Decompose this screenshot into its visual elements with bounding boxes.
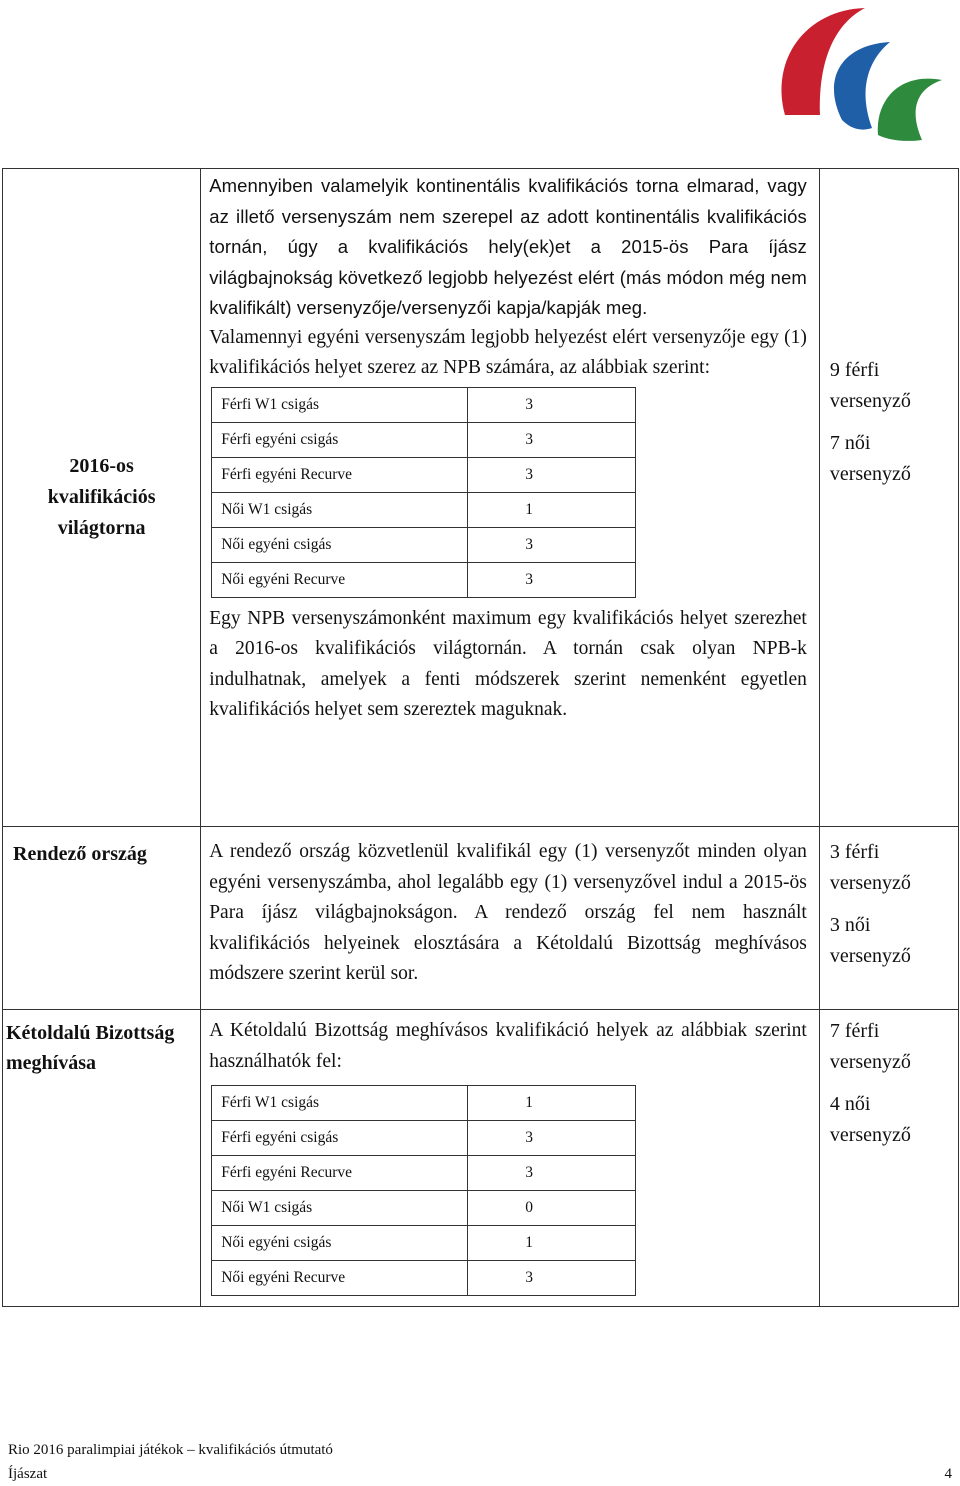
event-cell: Női egyéni Recurve: [212, 562, 468, 597]
event-cell: Női W1 csigás: [212, 1191, 468, 1226]
event-cell: Férfi egyéni csigás: [212, 422, 468, 457]
footer-sport: Íjászat: [8, 1466, 48, 1482]
quota-cell: [819, 827, 958, 1010]
row-label-cell: [3, 827, 201, 1010]
paragraph: Valamennyi egyéni versenyszám legjobb helyezést elért versenyzője egy (1) kvalifikációs helyet szerez az NPB számára, az alábbiak szerint:: [209, 326, 807, 378]
row-label: Rendező ország: [13, 843, 147, 865]
row-content-cell: [201, 169, 820, 827]
event-cell: Férfi W1 csigás: [212, 387, 468, 422]
row-content-cell: [201, 1010, 820, 1307]
count-cell: 3: [468, 562, 636, 597]
agitos-logo: [760, 0, 960, 150]
event-cell: Férfi egyéni Recurve: [212, 1156, 468, 1191]
count-cell: 3: [468, 1121, 636, 1156]
row-label-cell: [3, 1010, 201, 1307]
row-label-cell: [3, 169, 201, 827]
table-row: [212, 1226, 636, 1261]
events-table: [211, 1085, 636, 1296]
count-cell: 3: [468, 387, 636, 422]
count-cell: 1: [468, 492, 636, 527]
logo-green-arc: [878, 79, 942, 141]
table-row: [212, 527, 636, 562]
table-row: [212, 457, 636, 492]
paragraph: Egy NPB versenyszámonként maximum egy kvalifikációs helyet szerezhet a 2016-os kvalifikációs világtornán. A tornán csak olyan NPB-k indulhatnak, amelyek a fenti módszerek szerint nemenként egyetlen kvalifikációs helyet sem szereztek maguknak.: [209, 607, 807, 720]
quota-cell: [819, 1010, 958, 1307]
row-label: Kétoldalú Bizottság meghívása: [6, 1022, 175, 1074]
row-content-cell: [201, 827, 820, 1010]
table-row: [212, 562, 636, 597]
count-cell: 3: [468, 527, 636, 562]
footer-title: Rio 2016 paralimpiai játékok – kvalifikációs útmutató: [8, 1442, 333, 1458]
table-row: [212, 1086, 636, 1121]
count-cell: 3: [468, 1261, 636, 1296]
table-row: [212, 1261, 636, 1296]
row-bipartite-invitation: [3, 1010, 959, 1307]
table-row: [212, 1191, 636, 1226]
row-host-country: [3, 827, 959, 1010]
event-cell: Férfi egyéni csigás: [212, 1121, 468, 1156]
table-row: [212, 422, 636, 457]
male-quota: 9 férfi versenyző: [829, 359, 911, 412]
event-cell: Női egyéni Recurve: [212, 1261, 468, 1296]
male-quota: 7 férfi versenyző: [829, 1020, 911, 1073]
event-cell: Női W1 csigás: [212, 492, 468, 527]
qualification-table: [2, 168, 959, 1307]
event-cell: Férfi W1 csigás: [212, 1086, 468, 1121]
female-quota: 4 női versenyző: [829, 1093, 911, 1146]
female-quota: 3 női versenyző: [829, 914, 911, 967]
row-label: 2016-os kvalifikációs világtorna: [47, 455, 156, 539]
count-cell: 1: [468, 1226, 636, 1261]
event-cell: Női egyéni csigás: [212, 1226, 468, 1261]
count-cell: 0: [468, 1191, 636, 1226]
event-cell: Férfi egyéni Recurve: [212, 457, 468, 492]
paragraph: A Kétoldalú Bizottság meghívásos kvalifikáció helyek az alábbiak szerint használhatók fel:: [209, 1020, 807, 1072]
table-row: [212, 492, 636, 527]
count-cell: 3: [468, 422, 636, 457]
paragraph: Amennyiben valamelyik kontinentális kvalifikációs torna elmarad, vagy az illető versenyszám nem szerepel az adott kontinentális kvalifikációs tornán, úgy a kvalifikációs hely(ek)et a 2015-ös Para íjász világbajnokság következő legjobb helyezést elért (más módon még nem kvalifikált) versenyzője/versenyzői kapja/kapják meg.: [209, 175, 807, 318]
count-cell: 1: [468, 1086, 636, 1121]
female-quota: 7 női versenyző: [829, 432, 911, 485]
quota-cell: [819, 169, 958, 827]
page-number: 4: [944, 1466, 952, 1482]
paragraph: A rendező ország közvetlenül kvalifikál egy (1) versenyzőt minden olyan egyéni versenyszámba, ahol legalább egy (1) versenyzővel indul a 2015-ös Para íjász világbajnokságon. A rendező ország fel nem használt kvalifikációs helyeinek elosztására a Kétoldalú Bizottság meghívásos módszere szerint kerül sor.: [209, 841, 807, 984]
events-table: [211, 387, 636, 598]
table-row: [212, 1156, 636, 1191]
row-world-qualification: [3, 169, 959, 827]
male-quota: 3 férfi versenyző: [829, 841, 911, 894]
table-row: [212, 1121, 636, 1156]
count-cell: 3: [468, 1156, 636, 1191]
count-cell: 3: [468, 457, 636, 492]
table-row: [212, 387, 636, 422]
event-cell: Női egyéni csigás: [212, 527, 468, 562]
